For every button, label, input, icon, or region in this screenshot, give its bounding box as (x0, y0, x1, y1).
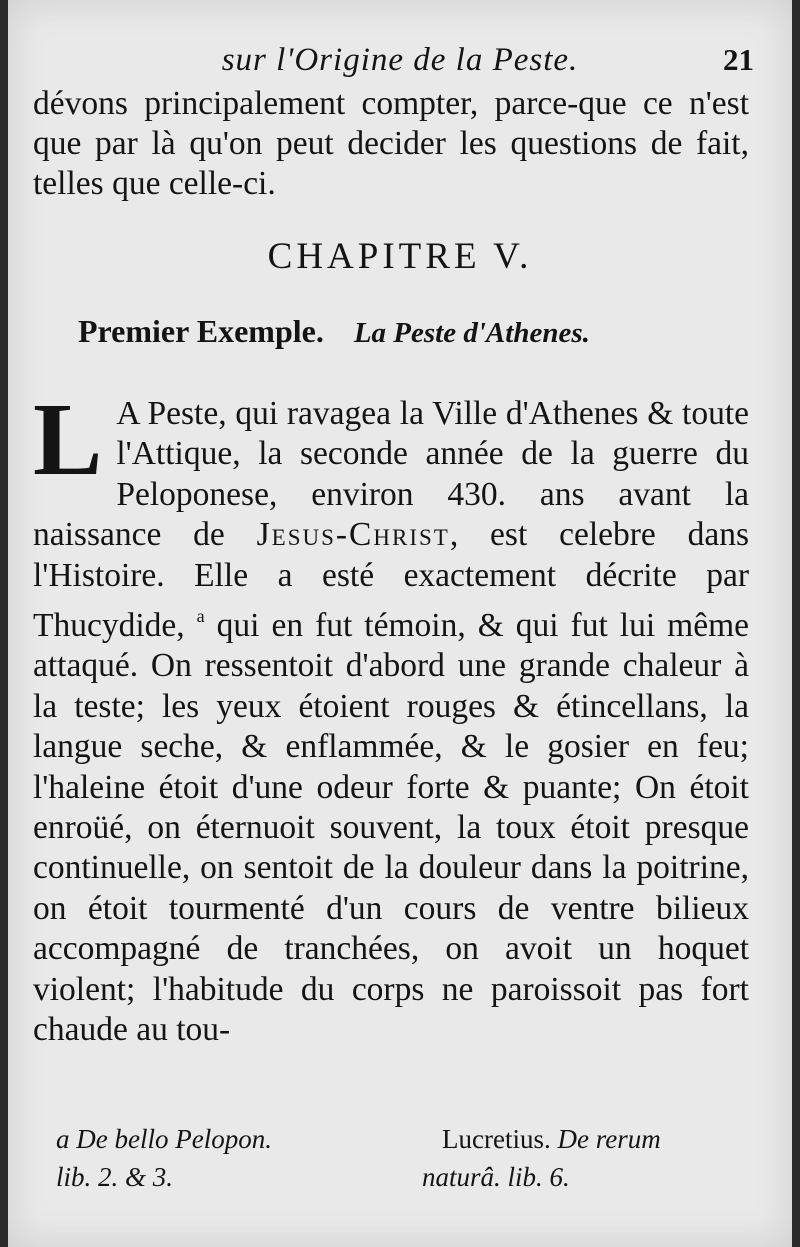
footnote-marker: a (196, 606, 205, 627)
footnote-left (56, 1120, 386, 1196)
main-text-part3: qui en fut témoin, & qui fut lui même attaqué. On ressentoit d'abord une grande chaleur à la teste; les yeux étoient rouges & étincellans, la langue seche, & enflammée, & le gosier en feu; l'haleine étoit d'une odeur forte & puante; On étoit enroüé, on éternuoit souvent, la toux étoit presque continuelle, on sentoit de la douleur dans la poitrine, on étoit tourmenté d'un cours de ventre bilieux accompagné de tranchées, on avoit un hoquet violent; l'habitude du corps ne paroissoit pas fort chaude au tou- (33, 607, 749, 1049)
section-heading-roman: Premier Exemple. (78, 313, 324, 349)
footnote-right-line1 (442, 1120, 782, 1158)
footnote-right-line2: naturâ. lib. 6. (422, 1162, 570, 1192)
main-text-part1: A Peste, qui ravagea la Ville d'Athenes & toute l'Attique, la seconde année de la guerre du Peloponese, environ 430. ans avant la naissance de (33, 395, 749, 554)
section-heading-italic: La Peste d'Athenes. (353, 317, 590, 349)
footnote-right-author: Lucretius. (442, 1124, 551, 1154)
page-number: 21 (723, 42, 754, 77)
footnote-left-line2: lib. 2. & 3. (56, 1162, 174, 1192)
main-text-part2: , est celebre dans l'Histoire. Elle a esté exactement décrite par Thucydide, (33, 516, 749, 645)
footnote-right-title: De rerum (557, 1124, 661, 1154)
chapter-title: CHAPITRE V. (267, 236, 533, 277)
smallcaps-name: Jesus-Christ (256, 516, 450, 554)
footnote-right (422, 1120, 782, 1196)
section-heading (78, 313, 762, 350)
running-title: sur l'Origine de la Peste. (221, 42, 579, 78)
main-paragraph (33, 382, 749, 1051)
book-page (8, 0, 792, 1247)
page-header (38, 42, 762, 86)
drop-cap: L (33, 382, 103, 497)
footnote-left-line1: a De bello Pelopon. (56, 1124, 272, 1154)
carryover-paragraph: dévons principalement compter, parce-que ce n'est que par là qu'on peut decider les questions de fait, telles que celle-ci. (33, 85, 749, 202)
